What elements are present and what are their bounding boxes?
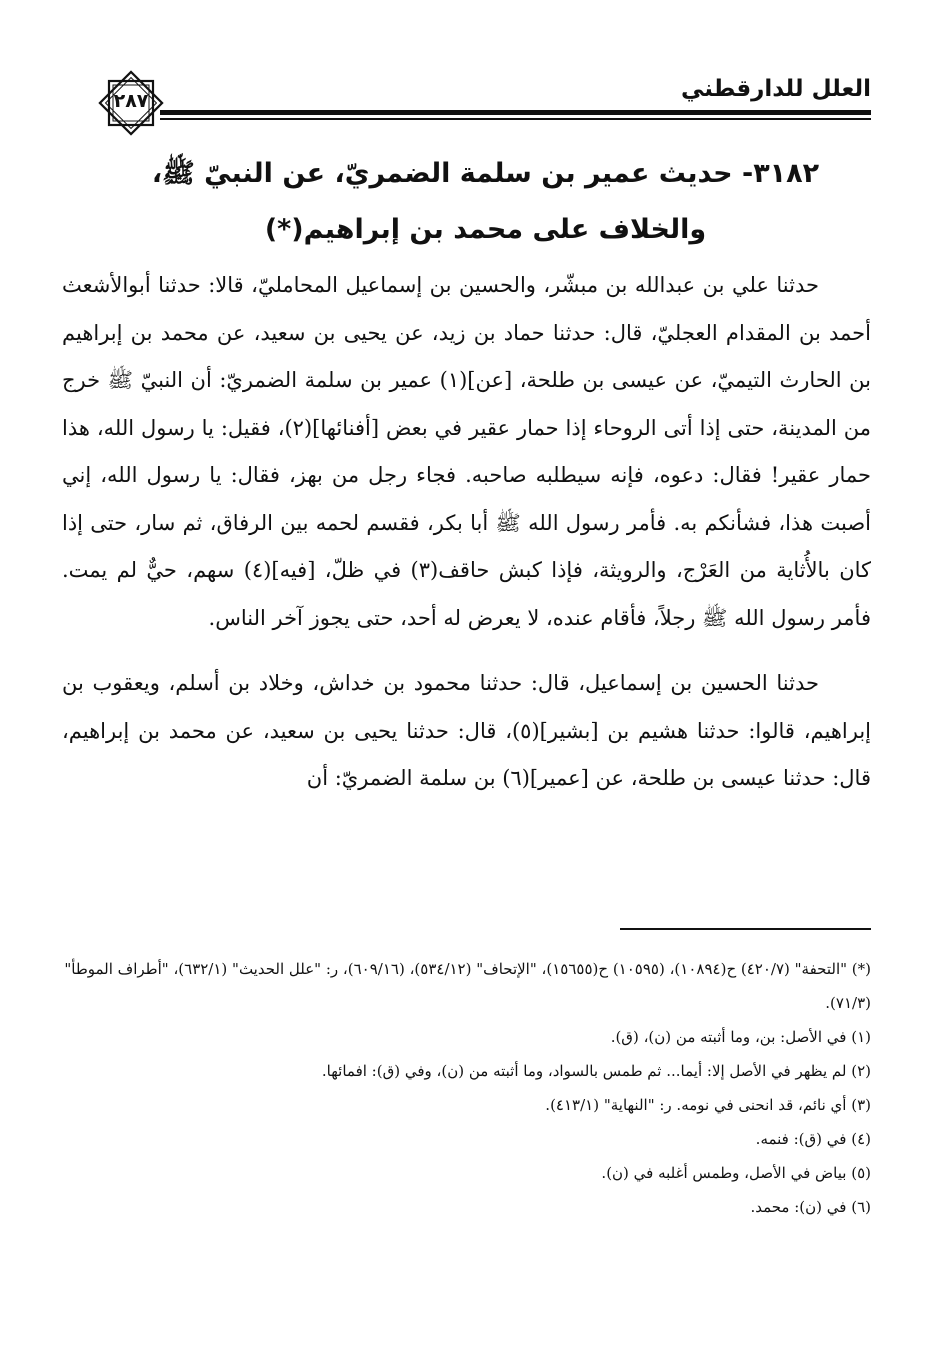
footnote-2: (٢) لم يظهر في الأصل إلا: أيما... ثم طمس بالسواد، وما أثبته من (ن)، وفي (ق): افمائها. xyxy=(321,1062,871,1080)
header-rule-thin xyxy=(160,118,871,120)
paragraph-2: حدثنا الحسين بن إسماعيل، قال: حدثنا محمود بن خداش، وخلاد بن أسلم، ويعقوب بن إبراهيم، قالوا: حدثنا هشيم بن [بشير](٥)، قال: حدثنا يحيى بن سعيد، عن محمد بن إبراهيم، قال: حدثنا عيسى بن طلحة، عن [عمير](٦) بن سلمة الضمريّ: أن xyxy=(62,671,871,790)
paragraph-1: حدثنا علي بن عبدالله بن مبشّر، والحسين بن إسماعيل المحامليّ، قالا: حدثنا أبوالأشعث أحمد بن المقدام العجليّ، قال: حدثنا حماد بن زيد، عن يحيى بن سعيد، عن محمد بن إبراهيم بن الحارث التيميّ، عن عيسى بن طلحة، [عن](١) عمير بن سلمة الضمريّ: أن النبيّ ﷺ خرج من المدينة، حتى إذا أتى الروحاء إذا حمار عقير في بعض [أفنائها](٢)، فقيل: يا رسول الله، هذا حمار عقير! فقال: دعوه، فإنه سيطلبه صاحبه. فجاء رجل من بهز، فقال: يا رسول الله، إني أصبت هذا، فشأنكم به. فأمر رسول الله ﷺ أبا بكر، فقسم لحمه بين الرفاق، ثم سار، حتى إذا كان بالأُثاية من العَرْج، والرويثة، فإذا كبش حاقف(٣) في ظلّ، [فيه](٤) سهم، حيٌّ لم يمت. فأمر رسول الله ﷺ رجلاً، فأقام عنده، لا يعرض له أحد، حتى يجوز آخر الناس. xyxy=(62,273,872,630)
page-number: ٢٨٧ xyxy=(113,90,149,112)
main-text xyxy=(62,262,871,803)
heading-line-1: ٣١٨٢- حديث عمير بن سلمة الضمريّ، عن النبيّ ﷺ، xyxy=(151,158,820,189)
heading-line-2: والخلاف على محمد بن إبراهيم(*) xyxy=(264,214,707,245)
footnote-star: (*) "التحفة" (٤٢٠/٧) ح(١٠٨٩٤)، (١٠٥٩٥) ح(١٥٦٥٥)، "الإتحاف" (٥٣٤/١٢)، (٦٠٩/١٦)، ر: "علل الحديث" (٦٣٢/١)، "أطراف الموطأ" (٧١/٣). xyxy=(64,960,871,1012)
footnote-5: (٥) بياض في الأصل، وطمس أغلبه في (ن). xyxy=(601,1164,871,1182)
footnote-separator xyxy=(620,928,871,930)
chapter-heading xyxy=(100,146,871,258)
page-number-badge xyxy=(96,68,166,138)
footnote-4: (٤) في (ق): فنمه. xyxy=(755,1130,871,1148)
header-rule-thick xyxy=(160,110,871,115)
running-title: العلل للدارقطني xyxy=(681,76,871,102)
footnote-1: (١) في الأصل: بن، وما أثبته من (ن)، (ق). xyxy=(610,1028,871,1046)
footnote-3: (٣) أي نائم، قد انحنى في نومه. ر: "النهاية" (٤١٣/١). xyxy=(545,1096,871,1114)
footnote-6: (٦) في (ن): محمد. xyxy=(750,1198,871,1216)
footnotes xyxy=(62,952,871,1224)
